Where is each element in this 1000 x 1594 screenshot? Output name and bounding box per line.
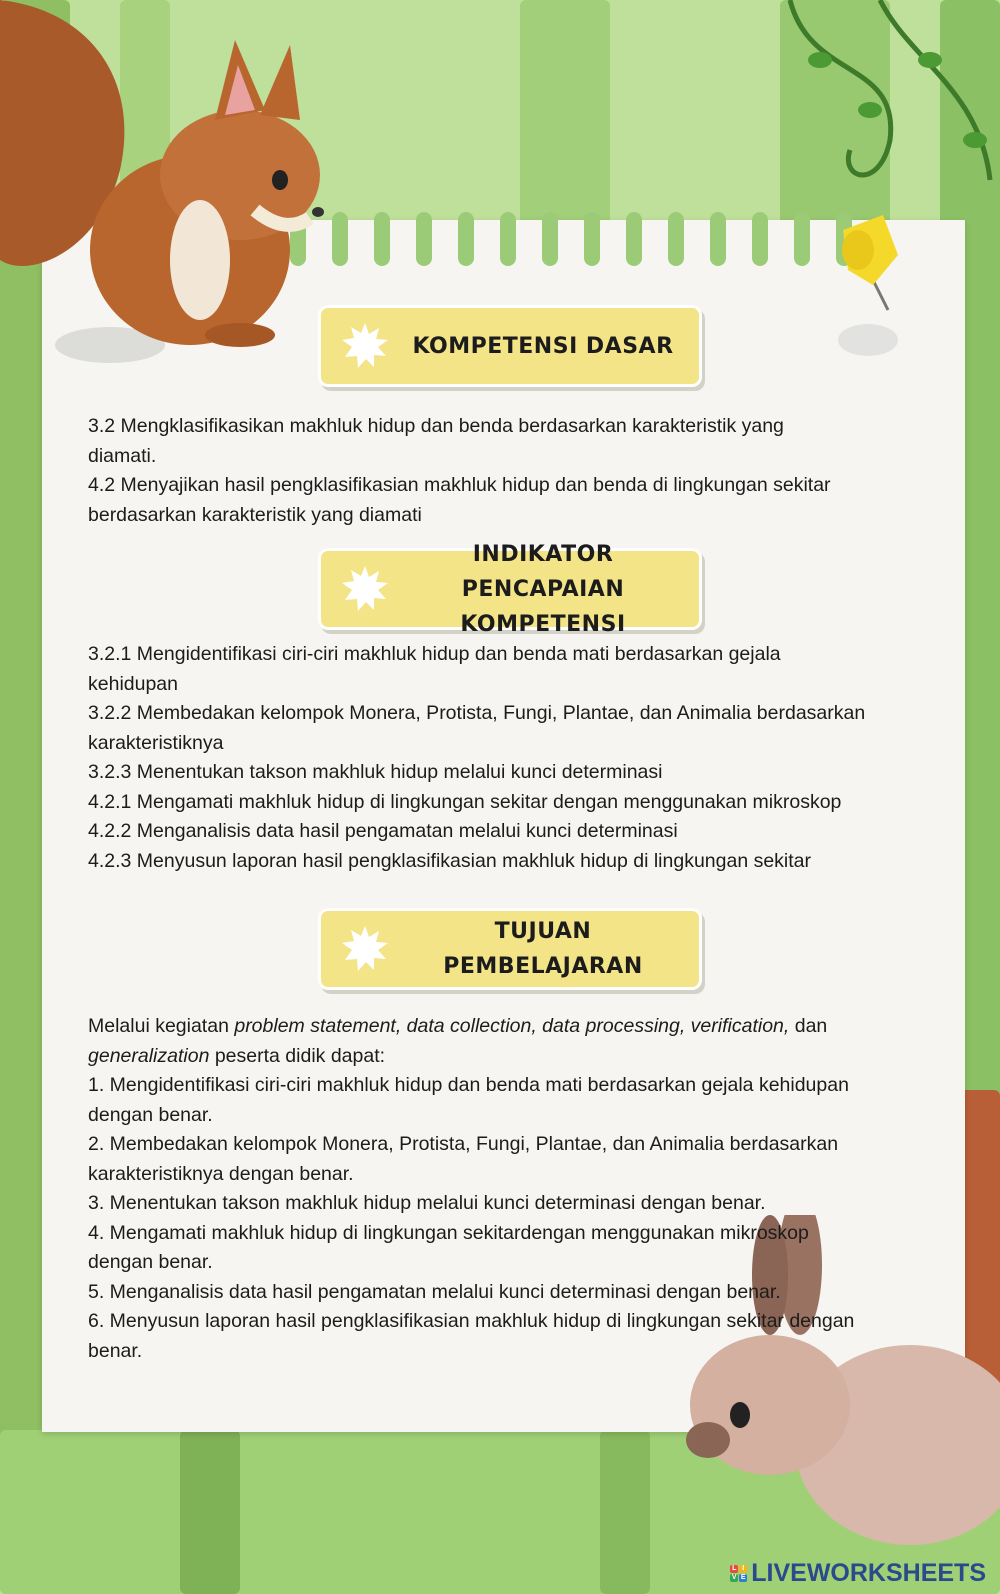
intro-italic: problem statement, data collection, data processing, verification,	[234, 1015, 790, 1037]
text-line: 3.2 Mengklasifikasikan makhluk hidup dan benda berdasarkan karakteristik yang	[88, 415, 784, 437]
text-line: benar.	[88, 1339, 143, 1362]
text-line: dengan benar.	[88, 1251, 213, 1273]
intro-line	[88, 1012, 938, 1042]
text-line: 4.2.2 Menganalisis data hasil pengamatan melalui kunci determinasi	[88, 820, 678, 842]
intro-italic: generalization	[88, 1044, 210, 1067]
text-line: kehidupan	[88, 672, 178, 695]
text-line: 6. Menyusun laporan hasil pengklasifikasian makhluk hidup di lingkungan sekitar dengan	[88, 1310, 855, 1332]
text-line: 4.2.1 Mengamati makhluk hidup di lingkungan sekitar dengan menggunakan mikroskop	[88, 790, 842, 813]
text-line: 4.2 Menyajikan hasil pengklasifikasian makhluk hidup dan benda di lingkungan sekitar	[88, 474, 831, 496]
intro-text: dan	[789, 1015, 828, 1037]
indikator-banner	[318, 541, 702, 637]
watermark-text: LIVEWORKSHEETS	[751, 1559, 986, 1587]
vine-decoration	[780, 0, 1000, 210]
intro-text: Melalui kegiatan	[88, 1015, 235, 1037]
text-line: 3.2.1 Mengidentifikasi ciri-ciri makhluk hidup dan benda mati berdasarkan gejala	[88, 643, 781, 665]
indikator-text	[88, 640, 938, 876]
section-title: TUJUAN PEMBELAJARAN	[443, 919, 643, 979]
text-line: 3. Menentukan takson makhluk hidup melalui kunci determinasi dengan benar.	[88, 1192, 766, 1214]
liveworksheets-logo-icon: L I V E	[731, 1565, 746, 1581]
tujuan-text	[88, 1012, 938, 1366]
text-line: 3.2.3 Menentukan takson makhluk hidup melalui kunci determinasi	[88, 761, 663, 783]
squirrel-illustration	[0, 0, 340, 370]
text-line: 4.2.3 Menyusun laporan hasil pengklasifikasian makhluk hidup di lingkungan sekitar	[88, 849, 812, 872]
text-line: 5. Menganalisis data hasil pengamatan melalui kunci determinasi dengan benar.	[88, 1280, 781, 1303]
text-line: dengan benar.	[88, 1103, 213, 1126]
intro-text: peserta didik dapat:	[209, 1044, 386, 1067]
kompetensi-dasar-text	[88, 412, 938, 530]
sunburst-icon	[340, 924, 390, 974]
section-title	[394, 537, 692, 642]
sunburst-icon	[340, 321, 390, 371]
liveworksheets-watermark	[730, 1559, 986, 1588]
intro-line	[88, 1042, 938, 1072]
text-line: karakteristiknya dengan benar.	[88, 1162, 354, 1185]
title-line: INDIKATOR PENCAPAIAN	[461, 541, 625, 602]
text-line: 4. Mengamati makhluk hidup di lingkungan sekitardengan menggunakan mikroskop	[88, 1221, 809, 1244]
title-line: KOMPETENSI	[460, 611, 626, 637]
text-line: 3.2.2 Membedakan kelompok Monera, Protista, Fungi, Plantae, dan Animalia berdasarkan	[88, 702, 866, 724]
text-line: 2. Membedakan kelompok Monera, Protista, Fungi, Plantae, dan Animalia berdasarkan	[88, 1133, 839, 1155]
tree-trunk	[600, 1430, 650, 1594]
text-line: 1. Mengidentifikasi ciri-ciri makhluk hidup dan benda mati berdasarkan gejala kehidupan	[88, 1074, 849, 1096]
tujuan-banner	[318, 908, 702, 990]
section-title: KOMPETENSI DASAR	[412, 333, 674, 359]
notepad-holes	[290, 212, 910, 272]
sunburst-icon	[340, 564, 390, 614]
tree-trunk	[520, 0, 610, 230]
text-line: karakteristiknya	[88, 731, 224, 754]
push-pin-icon	[828, 210, 918, 360]
text-line: diamati.	[88, 444, 157, 467]
kompetensi-dasar-banner	[318, 305, 702, 387]
tree-trunk	[180, 1430, 240, 1594]
text-line: berdasarkan karakteristik yang diamati	[88, 503, 422, 526]
